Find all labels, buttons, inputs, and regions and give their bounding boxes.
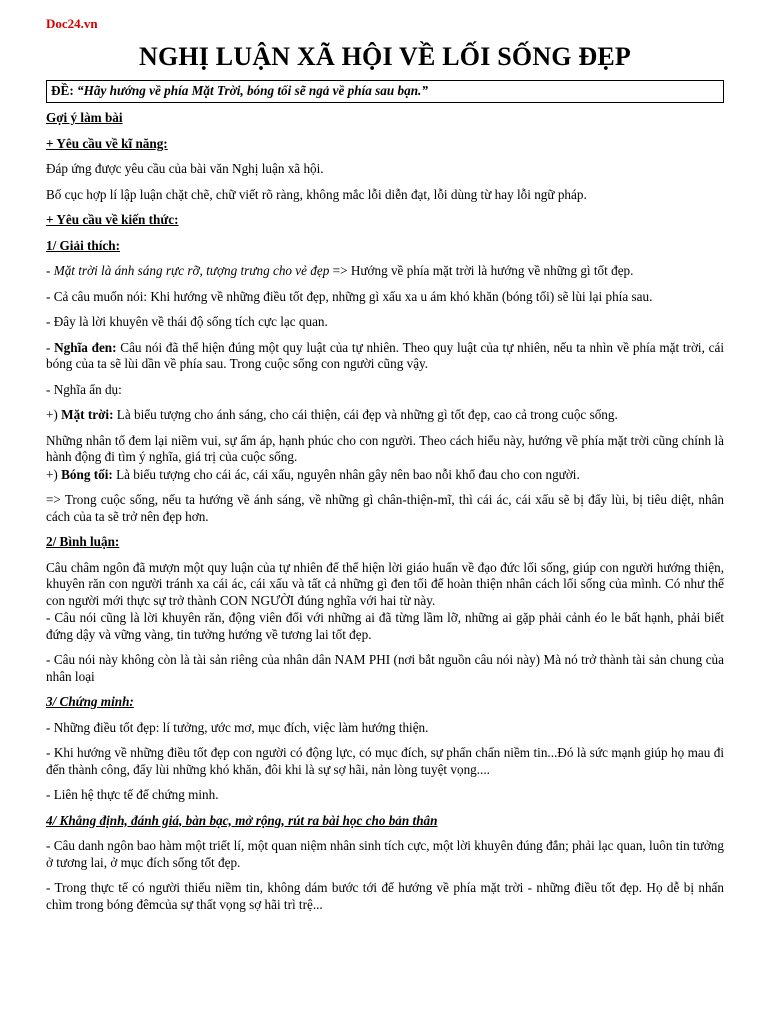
section-2-item-b: - Câu nói cũng là lời khuyên răn, động viên đối với những ai đã từng lầm lỡ, những ai gặp phải cảnh éo le bất hạnh, phải biết đứng dậy và vững vàng, tin tưởng hướng về tương lai tốt đẹp. <box>46 610 724 642</box>
section-1-conclusion: => Trong cuộc sống, nếu ta hướng về ánh sáng, về những gì chân-thiện-mĩ, thì cái ác, cái xấu sẽ bị đẩy lùi, bị tiêu diệt, nhân cách của ta sẽ trở nên đẹp hơn. <box>46 492 724 524</box>
section-3-item-a: - Những điều tốt đẹp: lí tưởng, ước mơ, mục đích, việc làm hướng thiện. <box>46 719 429 735</box>
brand-logo-text[interactable]: Doc24.vn <box>46 16 98 31</box>
section-1-item-g: Những nhân tố đem lại niềm vui, sự ấm áp, hạnh phúc cho con người. Theo cách hiểu này, hướng về phía mặt trời cũng chính là hành động đi tìm ý nghĩa, giá trị của cuộc sống. <box>46 432 724 464</box>
section-1-item-c: - Đây là lời khuyên về thái độ sống tích cực lạc quan. <box>46 314 328 329</box>
section-1-item-d: - Nghĩa đen: Câu nói đã thể hiện đúng một quy luật của tự nhiên. Theo quy luật của tự nhiên, nếu ta nhìn về phía mặt trời, cái bóng của ta sẽ lùi dần về phía sau. Trong cuộc sống con người cũng vậy. <box>46 339 724 371</box>
skills-item-2: Bố cục hợp lí lập luận chặt chẽ, chữ viết rõ ràng, không mắc lỗi diễn đạt, lỗi dùng từ hay lỗi ngữ pháp. <box>46 186 587 202</box>
document-title: NGHỊ LUẬN XÃ HỘI VỀ LỐI SỐNG ĐẸP <box>138 42 632 71</box>
prompt-label: ĐỀ: <box>51 83 74 98</box>
section-1-heading: 1/ Giải thích: <box>46 237 120 253</box>
essay-prompt-box <box>46 80 724 103</box>
section-1-item-b: - Cả câu muốn nói: Khi hướng về những điều tốt đẹp, những gì xấu xa u ám khó khăn (bóng tối) sẽ lùi lại phía sau. <box>46 288 653 304</box>
section-4-heading: 4/ Khẳng định, đánh giá, bàn bạc, mở rộng, rút ra bài học cho bản thân <box>46 812 438 828</box>
section-4-item-a: - Câu danh ngôn bao hàm một triết lí, một quan niệm nhân sinh tích cực, một lời khuyên đúng đắn; phải lạc quan, luôn tin tưởng ở tương lai, ở mục đích sống tốt đẹp. <box>46 838 724 870</box>
section-1-item-f: +) Mặt trời: Là biểu tượng cho ánh sáng, cho cái thiện, cái đẹp và những gì tốt đẹp, cao cả trong cuộc sống. <box>46 407 618 422</box>
section-2-item-c: - Câu nói này không còn là tài sản riêng của nhân dân NAM PHI (nơi bắt nguồn câu nói này) Mà nó trở thành tài sản chung của nhân loại <box>46 652 724 684</box>
section-3-item-b: - Khi hướng về những điều tốt đẹp con người có động lực, có mục đích, sự phấn chấn niềm tin...Đó là sức mạnh giúp họ mau đi đến thành công, đẩy lùi những khó khăn, đôi khi là sự sợ hãi, nản lòng tuyệt vọng.... <box>46 745 724 777</box>
prompt-quote: “Hãy hướng về phía Mặt Trời, bóng tối sẽ ngả về phía sau bạn.” <box>77 83 428 98</box>
section-1-item-e: - Nghĩa ẩn dụ: <box>46 381 122 397</box>
section-2-item-a: Câu châm ngôn đã mượn một quy luận của tự nhiên để thể hiện lời giáo huấn về đạo đức lối sống, giúp con người hướng thiện, khuyên răn con người tránh xa cái ác, cái xấu và tất cả những gì đen tối để hoàn thiện nhân cách lối sống của mình. Có như thế con người mới thực sự trở thành CON NGƯỜI đúng nghĩa với hai từ này. <box>46 559 724 608</box>
knowledge-heading: + Yêu cầu về kiến thức: <box>46 212 179 227</box>
section-3-heading: 3/ Chứng minh: <box>46 694 134 709</box>
skills-item-1: Đáp ứng được yêu cầu của bài văn Nghị luận xã hội. <box>46 161 324 176</box>
section-1-item-h: +) Bóng tối: Là biểu tượng cho cái ác, cái xấu, nguyên nhân gây nên bao nỗi khổ đau cho con người. <box>46 466 580 482</box>
section-1-item-a: - Mặt trời là ánh sáng rực rỡ, tượng trưng cho vẻ đẹp => Hướng về phía mặt trời là hướng về những gì tốt đẹp. <box>46 263 634 278</box>
section-4-item-b: - Trong thực tế có người thiếu niềm tin, không dám bước tới để hướng về phía mặt trời - những điều tốt đẹp. Họ dễ bị nhấn chìm trong bóng đêmcủa sự thất vọng sợ hãi trì trệ... <box>46 880 724 912</box>
section-2-heading: 2/ Bình luận: <box>46 534 120 549</box>
guide-heading: Gợi ý làm bài <box>46 110 123 125</box>
section-3-item-c: - Liên hệ thực tế để chứng minh. <box>46 787 219 802</box>
skills-heading: + Yêu cầu về kĩ năng: <box>46 135 168 151</box>
